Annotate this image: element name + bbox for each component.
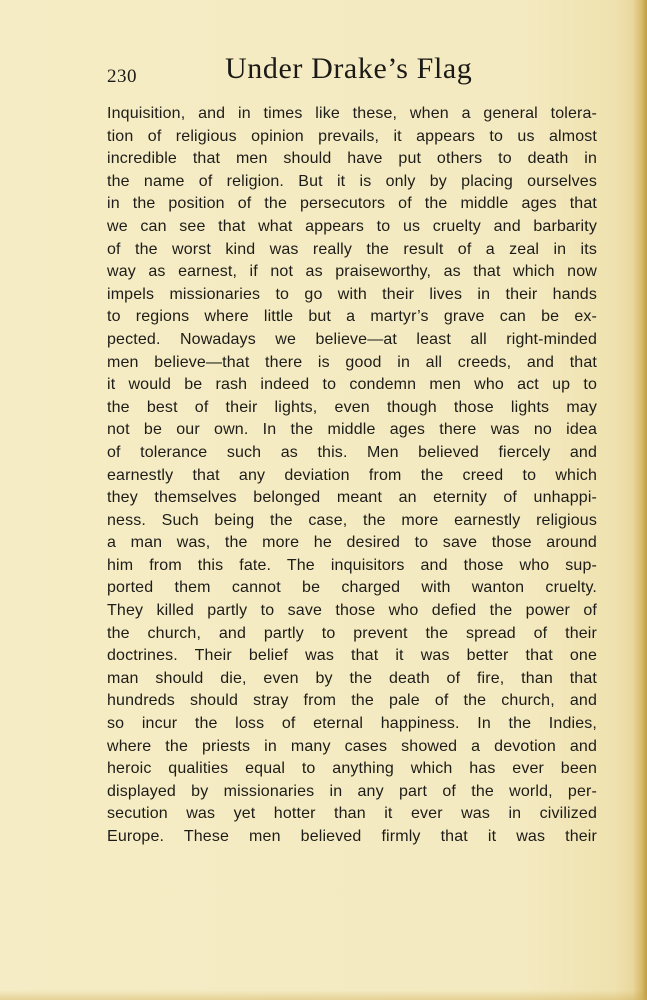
text-line: doctrines. Their belief was that it was better that one <box>107 647 597 665</box>
text-line: in the position of the persecutors of the middle ages that <box>107 195 597 213</box>
text-line: earnestly that any deviation from the creed to which <box>107 466 597 484</box>
text-line: so incur the loss of eternal happiness. In the Indies, <box>107 715 597 733</box>
text-line: Europe. These men believed firmly that it was their <box>107 828 597 845</box>
text-line: heroic qualities equal to anything which has ever been <box>107 760 597 778</box>
text-line: him from this fate. The inquisitors and those who sup- <box>107 556 597 574</box>
text-line: to regions where little but a martyr’s grave can be ex- <box>107 308 597 326</box>
text-line: pected. Nowadays we believe—at least all right-minded <box>107 330 597 348</box>
text-line: tion of religious opinion prevails, it appears to us almost <box>107 127 597 145</box>
text-line: they themselves belonged meant an eternity of unhappi- <box>107 489 597 507</box>
text-line: Inquisition, and in times like these, when a general tolera- <box>107 105 597 122</box>
text-line: incredible that men should have put others to death in <box>107 150 597 168</box>
text-line: the church, and partly to prevent the spread of their <box>107 624 597 642</box>
text-line: way as earnest, if not as praiseworthy, as that which now <box>107 263 597 281</box>
page-header <box>107 50 597 94</box>
text-line: of the worst kind was really the result of a zeal in its <box>107 240 597 258</box>
text-line: the name of religion. But it is only by placing ourselves <box>107 172 597 190</box>
text-line: a man was, the more he desired to save those around <box>107 534 597 552</box>
text-line: ported them cannot be charged with wanton cruelty. <box>107 579 597 597</box>
text-line: the best of their lights, even though those lights may <box>107 398 597 416</box>
text-line: secution was yet hotter than it ever was in civilized <box>107 805 597 823</box>
text-line: impels missionaries to go with their lives in their hands <box>107 285 597 303</box>
page-number: 230 <box>107 66 137 87</box>
text-line: hundreds should stray from the pale of the church, and <box>107 692 597 710</box>
text-line: not be our own. In the middle ages there was no idea <box>107 421 597 439</box>
text-line: it would be rash indeed to condemn men who act up to <box>107 376 597 394</box>
text-line: displayed by missionaries in any part of the world, per- <box>107 782 597 800</box>
text-line: of tolerance such as this. Men believed fiercely and <box>107 443 597 461</box>
text-line: ness. Such being the case, the more earnestly religious <box>107 511 597 529</box>
text-line: where the priests in many cases showed a devotion and <box>107 737 597 755</box>
page-edge-shadow <box>633 0 647 1000</box>
body-text <box>107 103 597 849</box>
text-line: man should die, even by the death of fire, than that <box>107 669 597 687</box>
running-title: Under Drake’s Flag <box>225 52 473 85</box>
page-bottom-shadow <box>0 990 647 1000</box>
text-line: They killed partly to save those who defied the power of <box>107 602 597 620</box>
text-line: men believe—that there is good in all creeds, and that <box>107 353 597 371</box>
text-line: we can see that what appears to us cruelty and barbarity <box>107 217 597 235</box>
